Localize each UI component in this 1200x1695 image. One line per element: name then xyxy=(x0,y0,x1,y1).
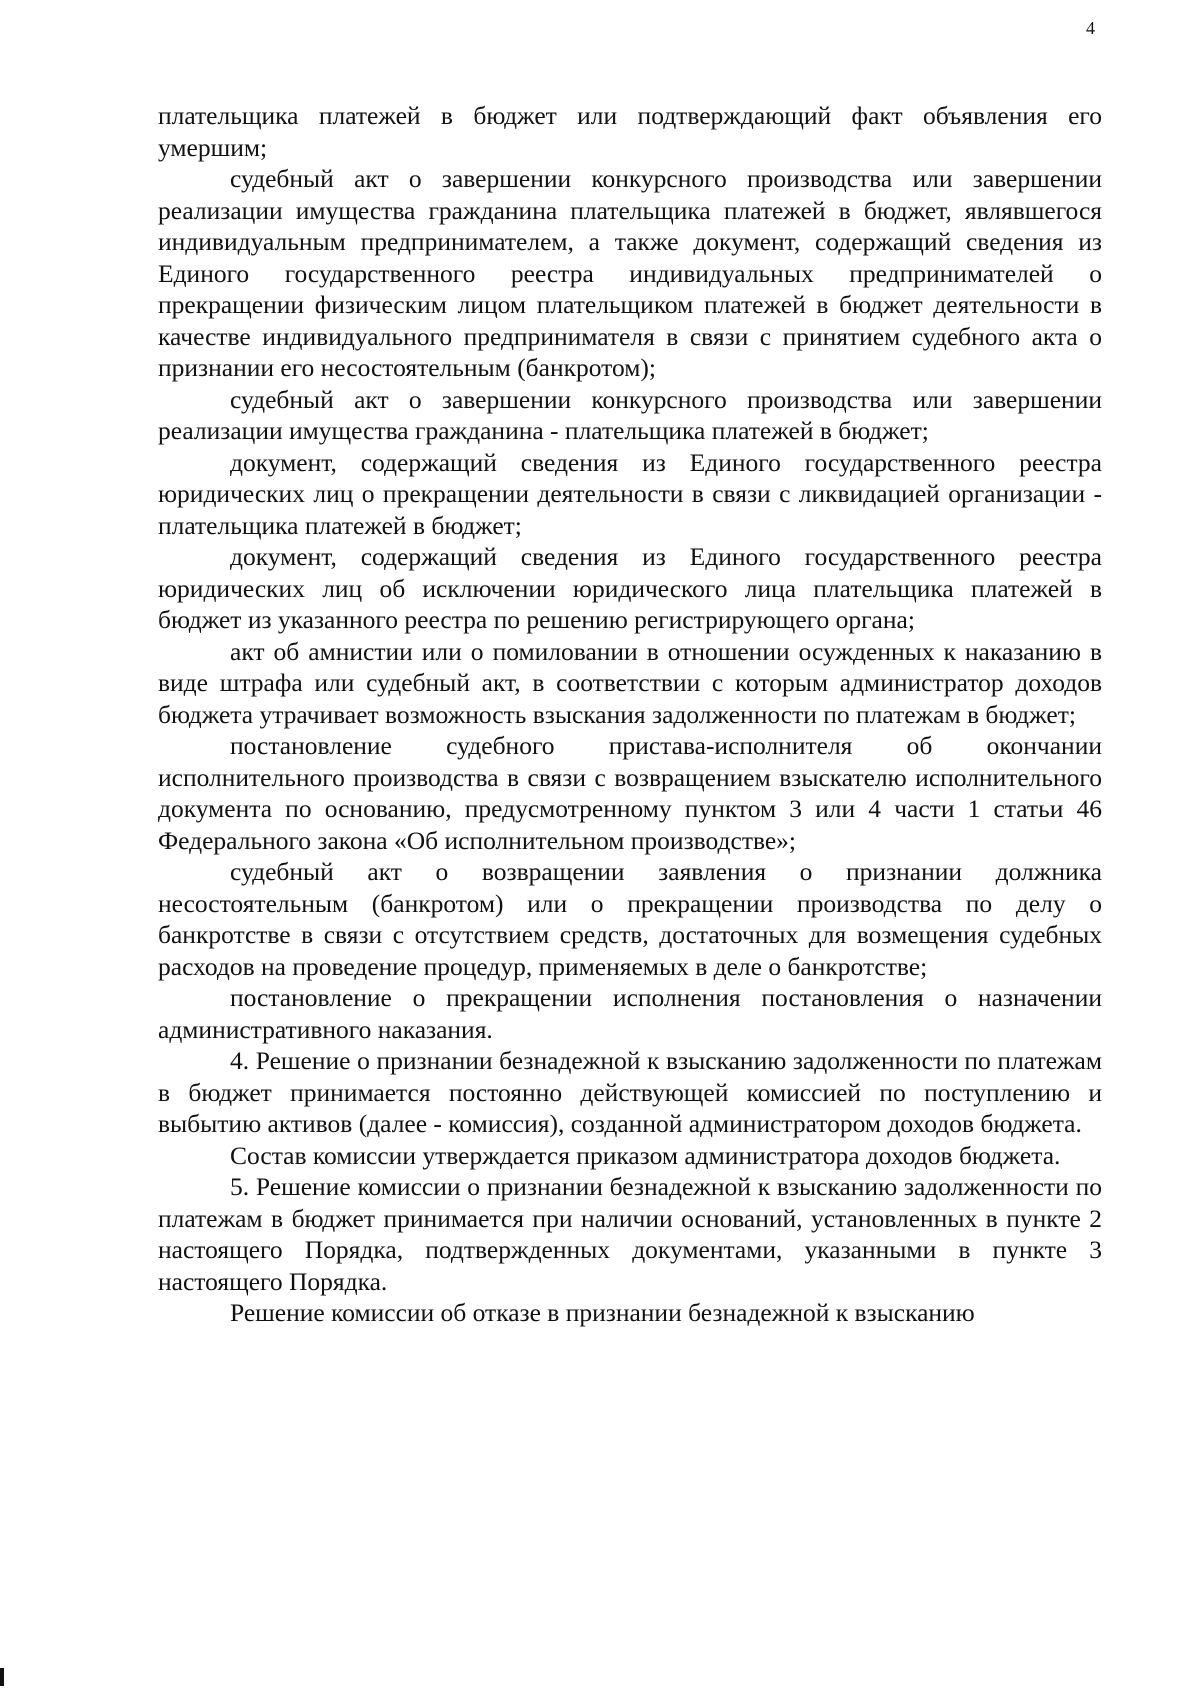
paragraph-5: документ, содержащий сведения из Единого государственного реестра юридических лиц об исключении юридического лица плательщика платежей в бюджет из указанного реестра по решению регистрирующего органа; xyxy=(158,542,1102,634)
paragraph-11: Состав комиссии утверждается приказом администратора доходов бюджета. xyxy=(230,1140,1061,1170)
paragraph-9: постановление о прекращении исполнения постановления о назначении административного наказания. xyxy=(158,983,1102,1044)
paragraph-10: 4. Решение о признании безнадежной к взысканию задолженности по платежам в бюджет принимается постоянно действующей комиссией по поступлению и выбытию активов (далее - комиссия), созданной администратором доходов бюджета. xyxy=(158,1046,1102,1138)
page-number: 4 xyxy=(1086,18,1095,38)
document-body xyxy=(158,100,1102,1329)
paragraph-6: акт об амнистии или о помиловании в отношении осужденных к наказанию в виде штрафа или судебный акт, в соответствии с которым администратор доходов бюджета утрачивает возможность взыскания задолженности по платежам в бюджет; xyxy=(158,636,1102,729)
paragraph-12: 5. Решение комиссии о признании безнадежной к взысканию задолженности по платежам в бюджет принимается при наличии оснований, установленных в пункте 2 настоящего Порядка, подтвержденных документами, указанными в пункте 3 настоящего Порядка. xyxy=(158,1172,1102,1296)
paragraph-8: судебный акт о возвращении заявления о признании должника несостоятельным (банкротом) или о прекращении производства по делу о банкротстве в связи с отсутствием средств, достаточных для возмещения судебных расходов на проведение процедур, применяемых в деле о банкротстве; xyxy=(158,857,1102,981)
paragraph-2: судебный акт о завершении конкурсного производства или завершении реализации имущества гражданина плательщика платежей в бюджет, являвшегося индивидуальным предпринимателем, а также документ, содержащий сведения из Единого государственного реестра индивидуальных предпринимателей о прекращении физическим лицом плательщиком платежей в бюджет деятельности в качестве индивидуального предпринимателя в связи с принятием судебного акта о признании его несостоятельным (банкротом); xyxy=(158,164,1102,382)
paragraph-13: Решение комиссии об отказе в признании безнадежной к взысканию xyxy=(230,1298,975,1327)
paragraph-4: документ, содержащий сведения из Единого государственного реестра юридических лиц о прекращении деятельности в связи с ликвидацией организации - плательщика платежей в бюджет; xyxy=(158,447,1102,540)
paragraph-1: плательщика платежей в бюджет или подтверждающий факт объявления его умершим; xyxy=(158,101,1102,162)
scan-edge-mark xyxy=(0,1668,4,1686)
paragraph-3: судебный акт о завершении конкурсного производства или завершении реализации имущества гражданина - плательщика платежей в бюджет; xyxy=(158,384,1102,445)
paragraph-7: постановление судебного пристава-исполнителя об окончании исполнительного производства в связи с возвращением взыскателю исполнительного документа по основанию, предусмотренному пунктом 3 или 4 части 1 статьи 46 Федерального закона «Об исполнительном производстве»; xyxy=(158,731,1102,855)
